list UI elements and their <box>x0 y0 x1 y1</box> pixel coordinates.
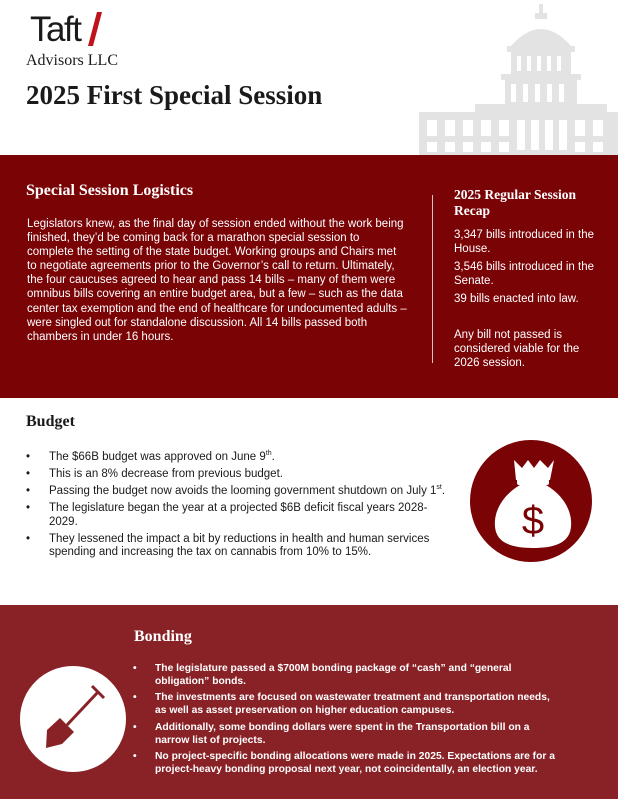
recap-item: 3,546 bills introduced in the Senate. <box>454 261 595 287</box>
budget-item: • This is an 8% decrease from previous budget. <box>24 468 454 482</box>
budget-heading: Budget <box>26 413 75 430</box>
bonding-section <box>0 605 618 799</box>
bonding-item: • Additionally, some bonding dollars were spent in the Transportation bill on a narrow list of projects. <box>132 722 562 748</box>
budget-item: • Passing the budget now avoids the looming government shutdown on July 1st. <box>24 485 454 499</box>
section-divider <box>432 195 433 363</box>
bonding-item: • The legislature passed a $700M bonding package of “cash” and “general obligation” bonds. <box>132 663 562 689</box>
budget-section <box>0 398 618 605</box>
budget-list <box>24 451 454 563</box>
recap-list <box>454 228 604 310</box>
dollar-symbol: $ <box>521 499 545 543</box>
budget-item: • The legislature began the year at a projected $6B deficit fiscal years 2028-2029. <box>24 502 454 529</box>
recap-note: Any bill not passed is considered viable for the 2026 session. <box>454 329 580 369</box>
page-title: 2025 First Special Session <box>26 80 323 110</box>
bonding-list <box>132 663 562 780</box>
shovel-icon <box>20 666 126 772</box>
logistics-body: Legislators knew, as the final day of session ended without the work being finished, they’d be coming back for a marathon special session to complete the setting of the state budget. Working groups and Chairs met to negotiate agreements prior to the Governor’s call to return. Ultimately, the four caucuses agreed to hear and pass 14 bills – many of them were omnibus bills covering an entire budget area, but a few – such as the data center tax exemption and the end of healthcare for undocumented adults – were singled out for standalone discussion. All 14 bills passed both chambers in under 16 hours. <box>27 218 407 343</box>
logo-subtitle: Advisors LLC <box>26 52 118 69</box>
recap-heading: 2025 Regular Session Recap <box>454 187 577 218</box>
bonding-heading: Bonding <box>134 628 192 645</box>
page-header <box>0 0 618 155</box>
budget-item: • They lessened the impact a bit by reductions in health and human services spending and increasing the tax on cannabis from 10% to 15%. <box>24 533 454 560</box>
bonding-item: • The investments are focused on wastewater treatment and transportation needs, as well as asset preservation on higher education campuses. <box>132 692 562 718</box>
logistics-section <box>0 155 618 398</box>
recap-item: 3,347 bills introduced in the House. <box>454 229 595 255</box>
logistics-heading: Special Session Logistics <box>26 182 194 199</box>
budget-item: • The $66B budget was approved on June 9th. <box>24 451 454 465</box>
capitol-building-icon <box>415 2 618 155</box>
bonding-item: • No project-specific bonding allocations were made in 2025. Expectations are for a project-heavy bonding proposal next year, not coincidentally, an election year. <box>132 751 562 777</box>
money-bag-icon <box>470 440 592 562</box>
logo-slash-mark <box>88 12 102 46</box>
logo-wordmark: Taft <box>30 10 81 49</box>
recap-item: 39 bills enacted into law. <box>454 293 579 305</box>
